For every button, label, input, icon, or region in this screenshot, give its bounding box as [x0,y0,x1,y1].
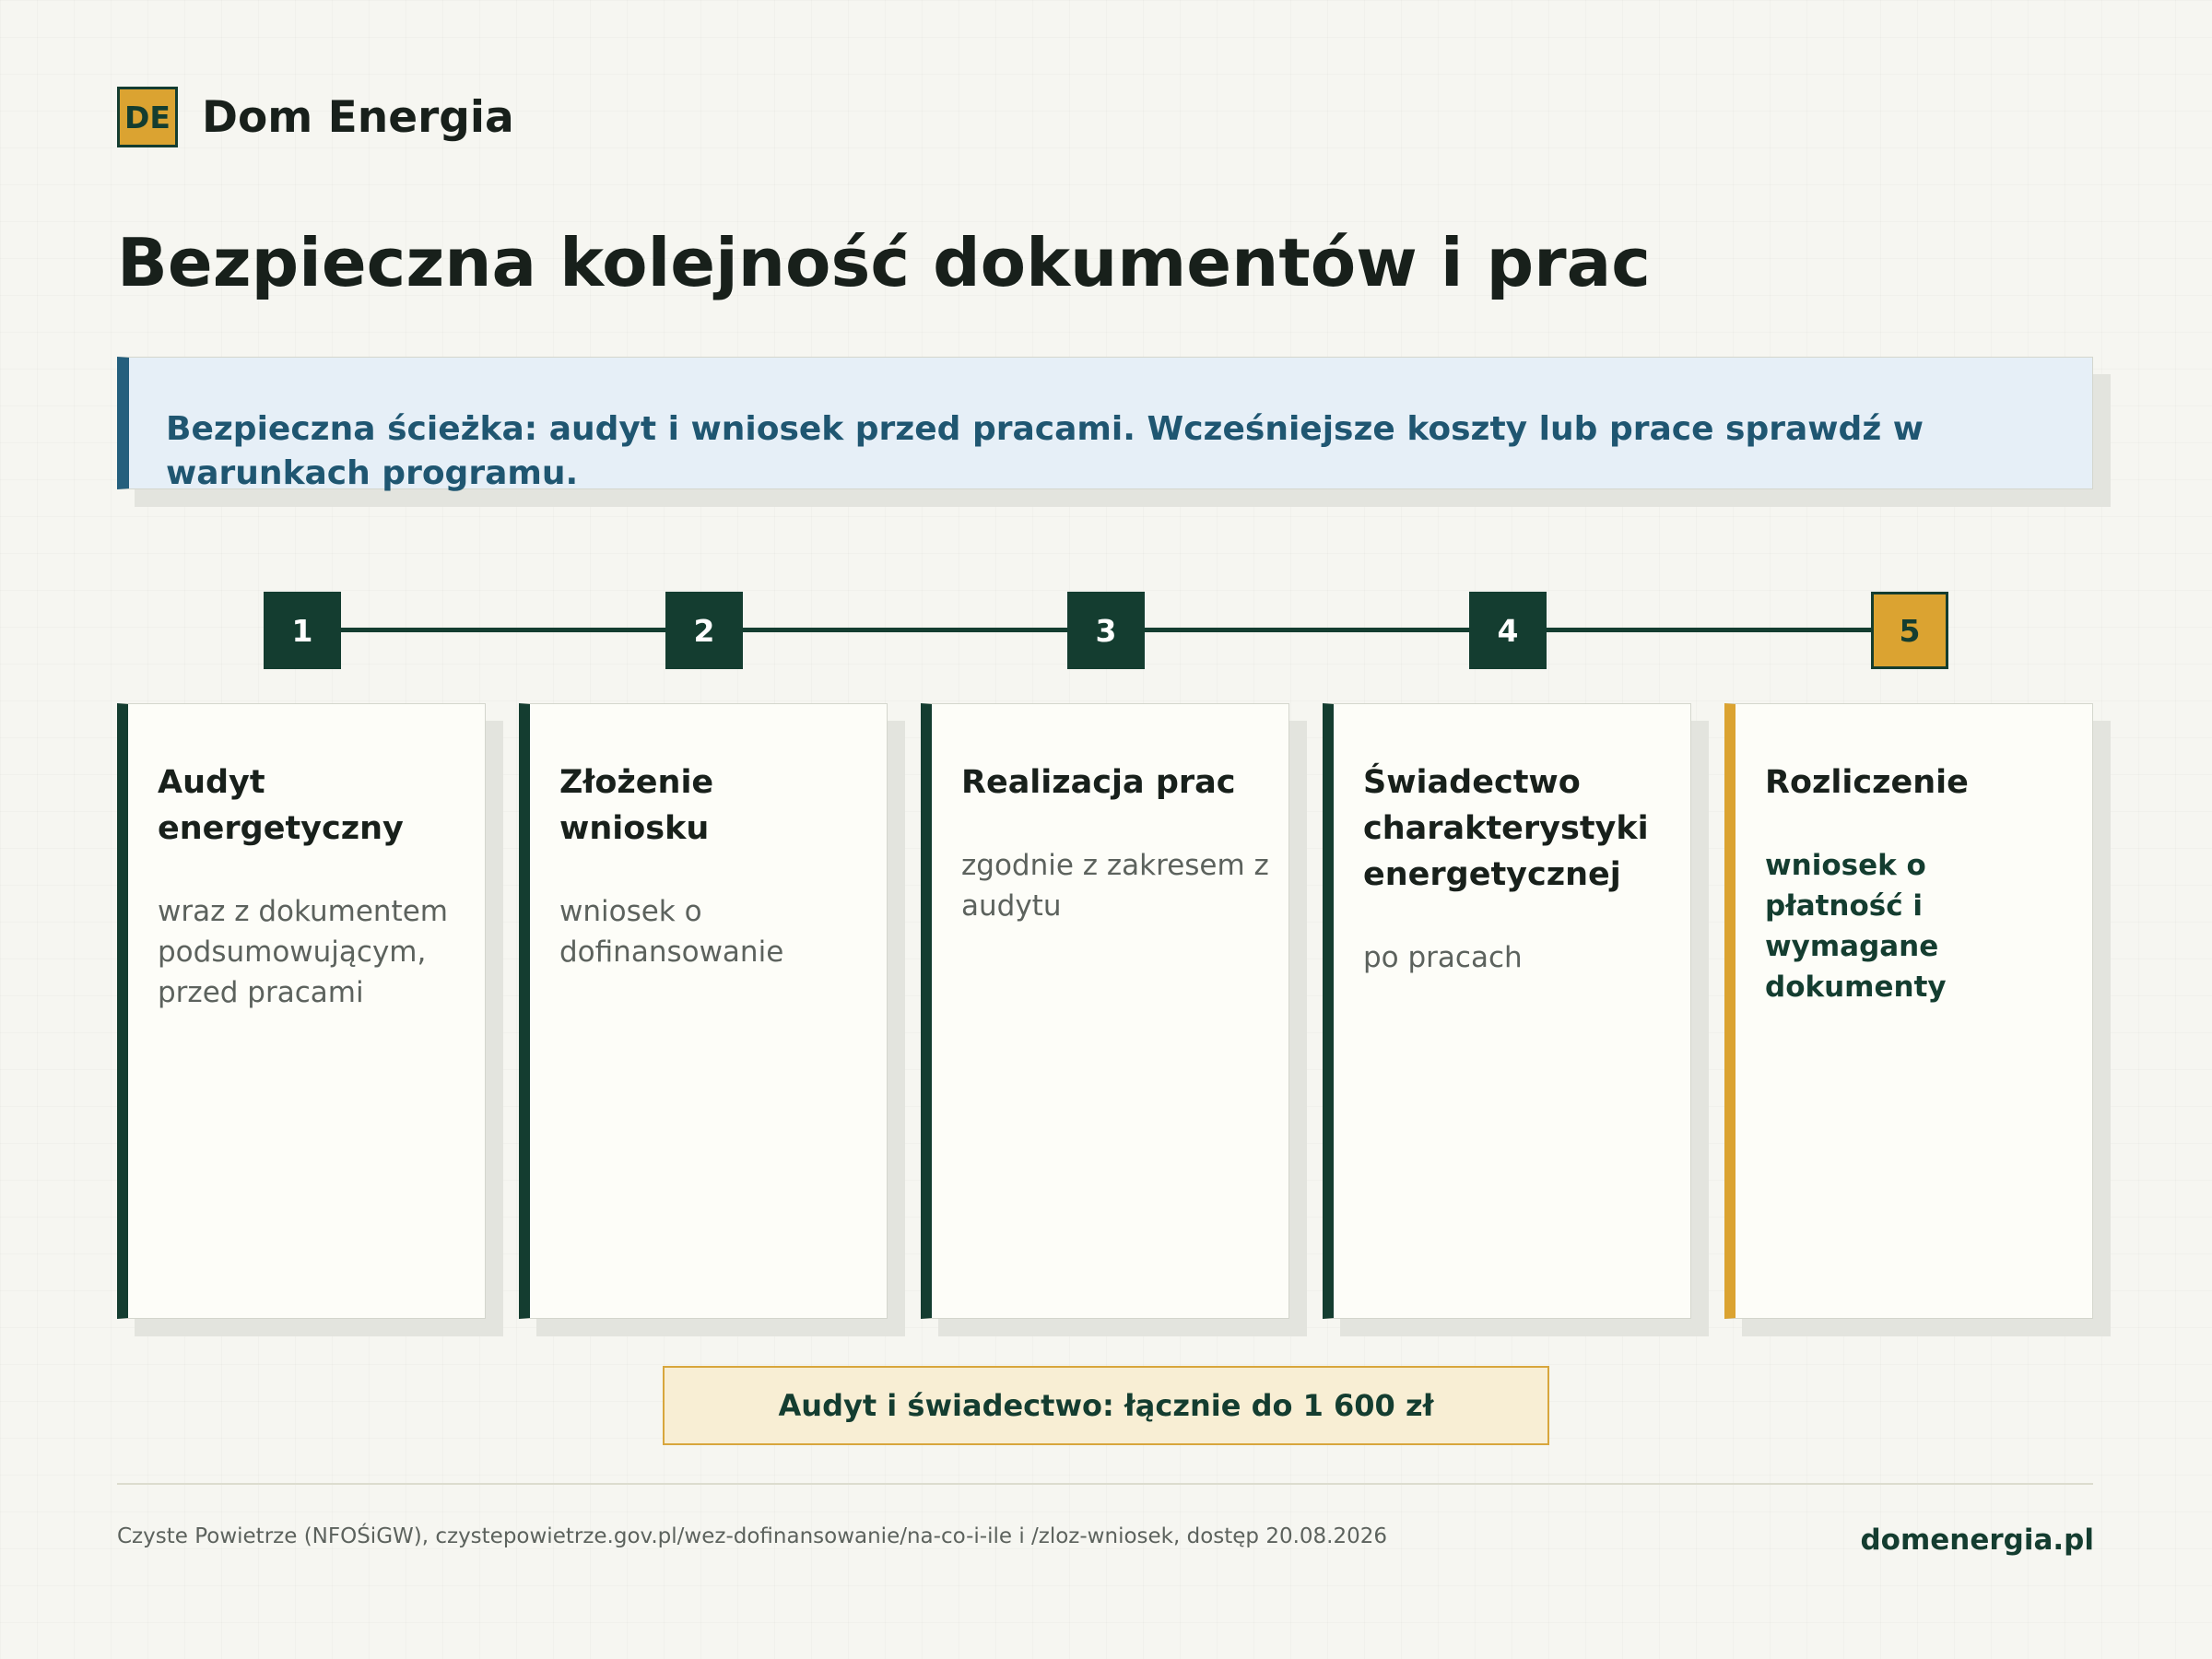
safe-path-callout: Bezpieczna ścieżka: audyt i wniosek przed pracami. Wcześniejsze koszty lub prace sprawdź w warunkach programu. [117,357,2093,489]
step-card-application [519,703,888,1319]
step-marker-2: 2 [665,592,743,669]
step-marker-1: 1 [264,592,341,669]
step-card-description: po pracach [1363,941,1523,974]
source-note: Czyste Powietrze (NFOŚiGW), czystepowietrze.gov.pl/wez-dofinansowanie/na-co-i-ile i /zloz-wniosek, dostęp 20.08.2026 [117,1524,1388,1548]
step-card-title: Audyt energetyczny [158,764,404,847]
cost-note-badge: Audyt i świadectwo: łącznie do 1 600 zł [663,1366,1549,1445]
step-card-description: wraz z dokumentem podsumowującym, przed pracami [158,895,448,1009]
step-card-settlement [1724,703,2093,1319]
site-link[interactable]: domenergia.pl [1860,1524,2094,1557]
brand-header [117,87,514,147]
footer-divider [117,1483,2093,1485]
step-card-title: Realizacja prac [961,764,1236,801]
brand-logo: DE [117,87,178,147]
step-card-description: wniosek o dofinansowanie [559,895,784,969]
step-marker-5: 5 [1871,592,1948,669]
step-card-title: Złożenie wniosku [559,764,714,847]
page-title: Bezpieczna kolejność dokumentów i prac [117,224,1651,301]
step-marker-4: 4 [1469,592,1547,669]
step-card-works [921,703,1289,1319]
step-marker-3: 3 [1067,592,1145,669]
step-card-title: Rozliczenie [1765,764,1969,801]
step-card-audit [117,703,486,1319]
step-card-certificate [1323,703,1691,1319]
step-card-description: zgodnie z zakresem z audytu [961,849,1269,923]
step-card-description: wniosek o płatność i wymagane dokumenty [1765,849,1947,1004]
brand-name: Dom Energia [202,91,514,143]
step-card-title: Świadectwo charakterystyki energetycznej [1363,764,1649,893]
